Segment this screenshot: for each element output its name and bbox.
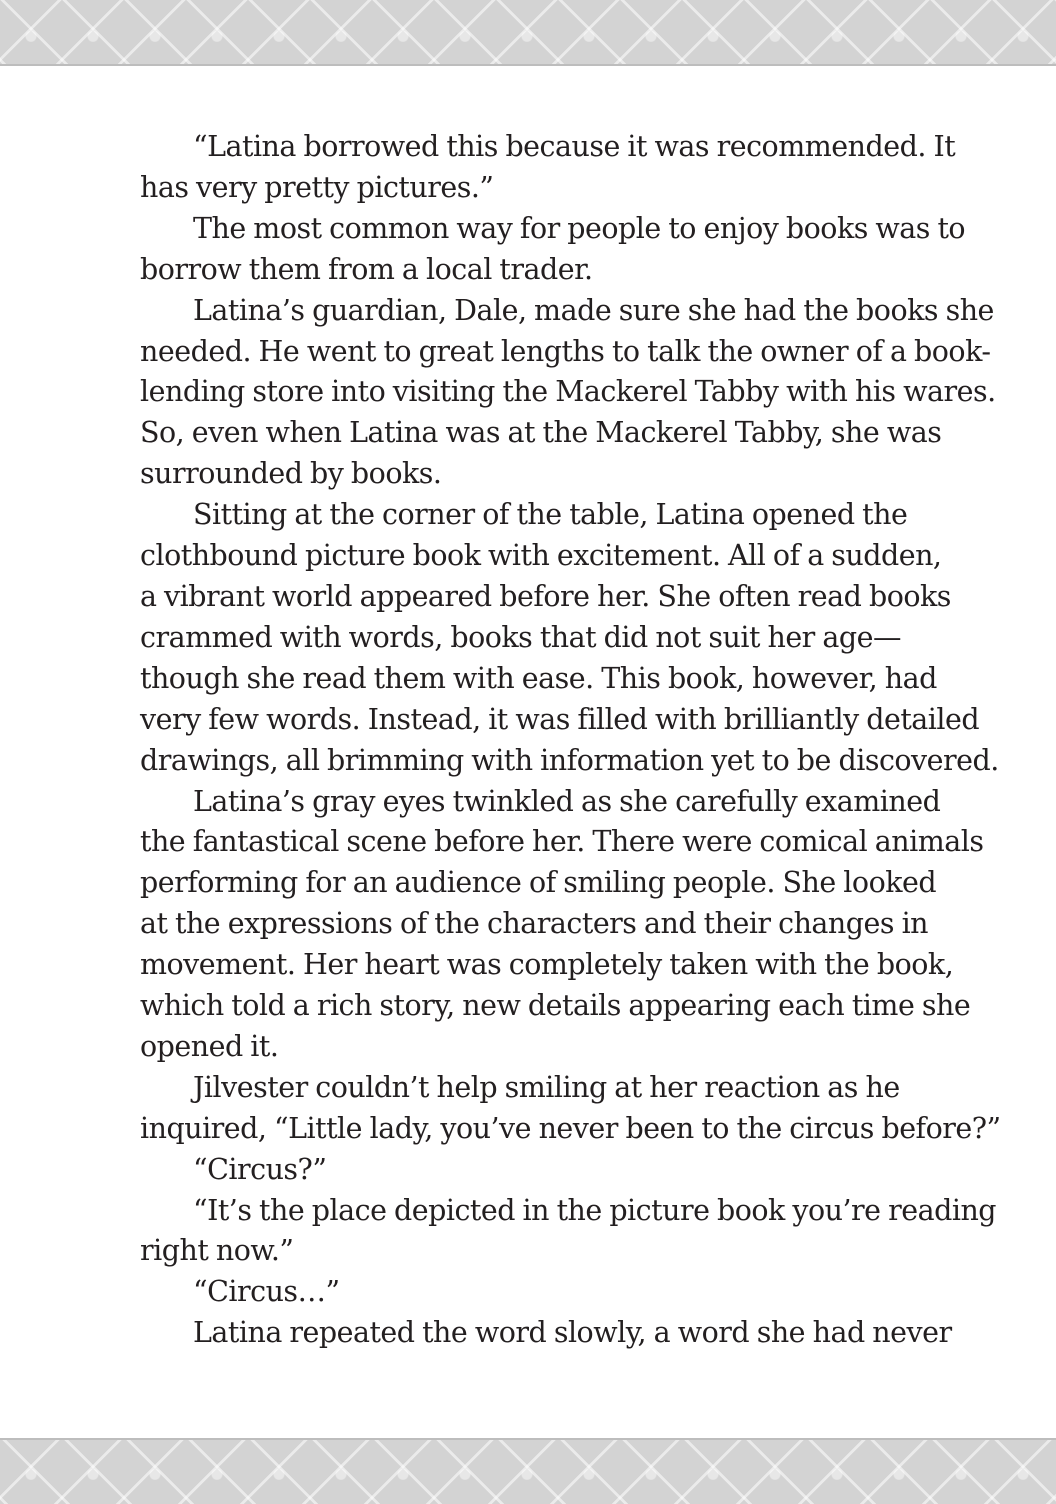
text-line: though she read them with ease. This book, however, had [140,661,937,695]
text-line: performing for an audience of smiling people. She looked [140,866,937,900]
text-line: at the expressions of the characters and their changes in [140,907,929,941]
text-line: Latina’s gray eyes twinkled as she carefully examined [193,784,941,818]
text-line: “It’s the place depicted in the picture book you’re reading [193,1193,997,1227]
text-line: drawings, all brimming with information yet to be discovered. [140,743,999,777]
text-line: clothbound picture book with excitement. All of a sudden, [140,539,942,573]
text-line: which told a rich story, new details appearing each time she [140,989,971,1023]
text-line: movement. Her heart was completely taken with the book, [140,948,954,982]
text-line: very few words. Instead, it was filled with brilliantly detailed [140,702,980,736]
text-line: borrow them from a local trader. [140,252,593,286]
footer-ornament-band [0,1438,1056,1504]
text-line: Jilvester couldn’t help smiling at her reaction as he [193,1070,900,1104]
text-line: Latina repeated the word slowly, a word she had never [193,1316,952,1350]
text-line: has very pretty pictures.” [140,170,494,204]
text-line: Latina’s guardian, Dale, made sure she had the books she [193,293,994,327]
text-line: needed. He went to great lengths to talk the owner of a book- [140,334,991,368]
text-line: a vibrant world appeared before her. She often read books [140,579,951,613]
text-line: The most common way for people to enjoy books was to [193,211,966,245]
text-line: lending store into visiting the Mackerel Tabby with his wares. [140,375,996,409]
text-line: right now.” [140,1234,294,1268]
body-text [140,127,1001,1354]
text-line: “Circus…” [193,1275,340,1309]
text-line: crammed with words, books that did not suit her age— [140,620,901,654]
text-line: inquired, “Little lady, you’ve never been to the circus before?” [140,1111,1001,1145]
text-line: “Latina borrowed this because it was recommended. It [193,130,956,163]
text-line: surrounded by books. [140,457,442,491]
text-line: opened it. [140,1029,279,1063]
text-line: Sitting at the corner of the table, Latina opened the [193,498,908,532]
text-line: So, even when Latina was at the Mackerel Tabby, she was [140,416,942,450]
header-ornament-band [0,0,1056,66]
text-line: the fantastical scene before her. There were comical animals [140,825,984,859]
text-line: “Circus?” [193,1152,327,1186]
